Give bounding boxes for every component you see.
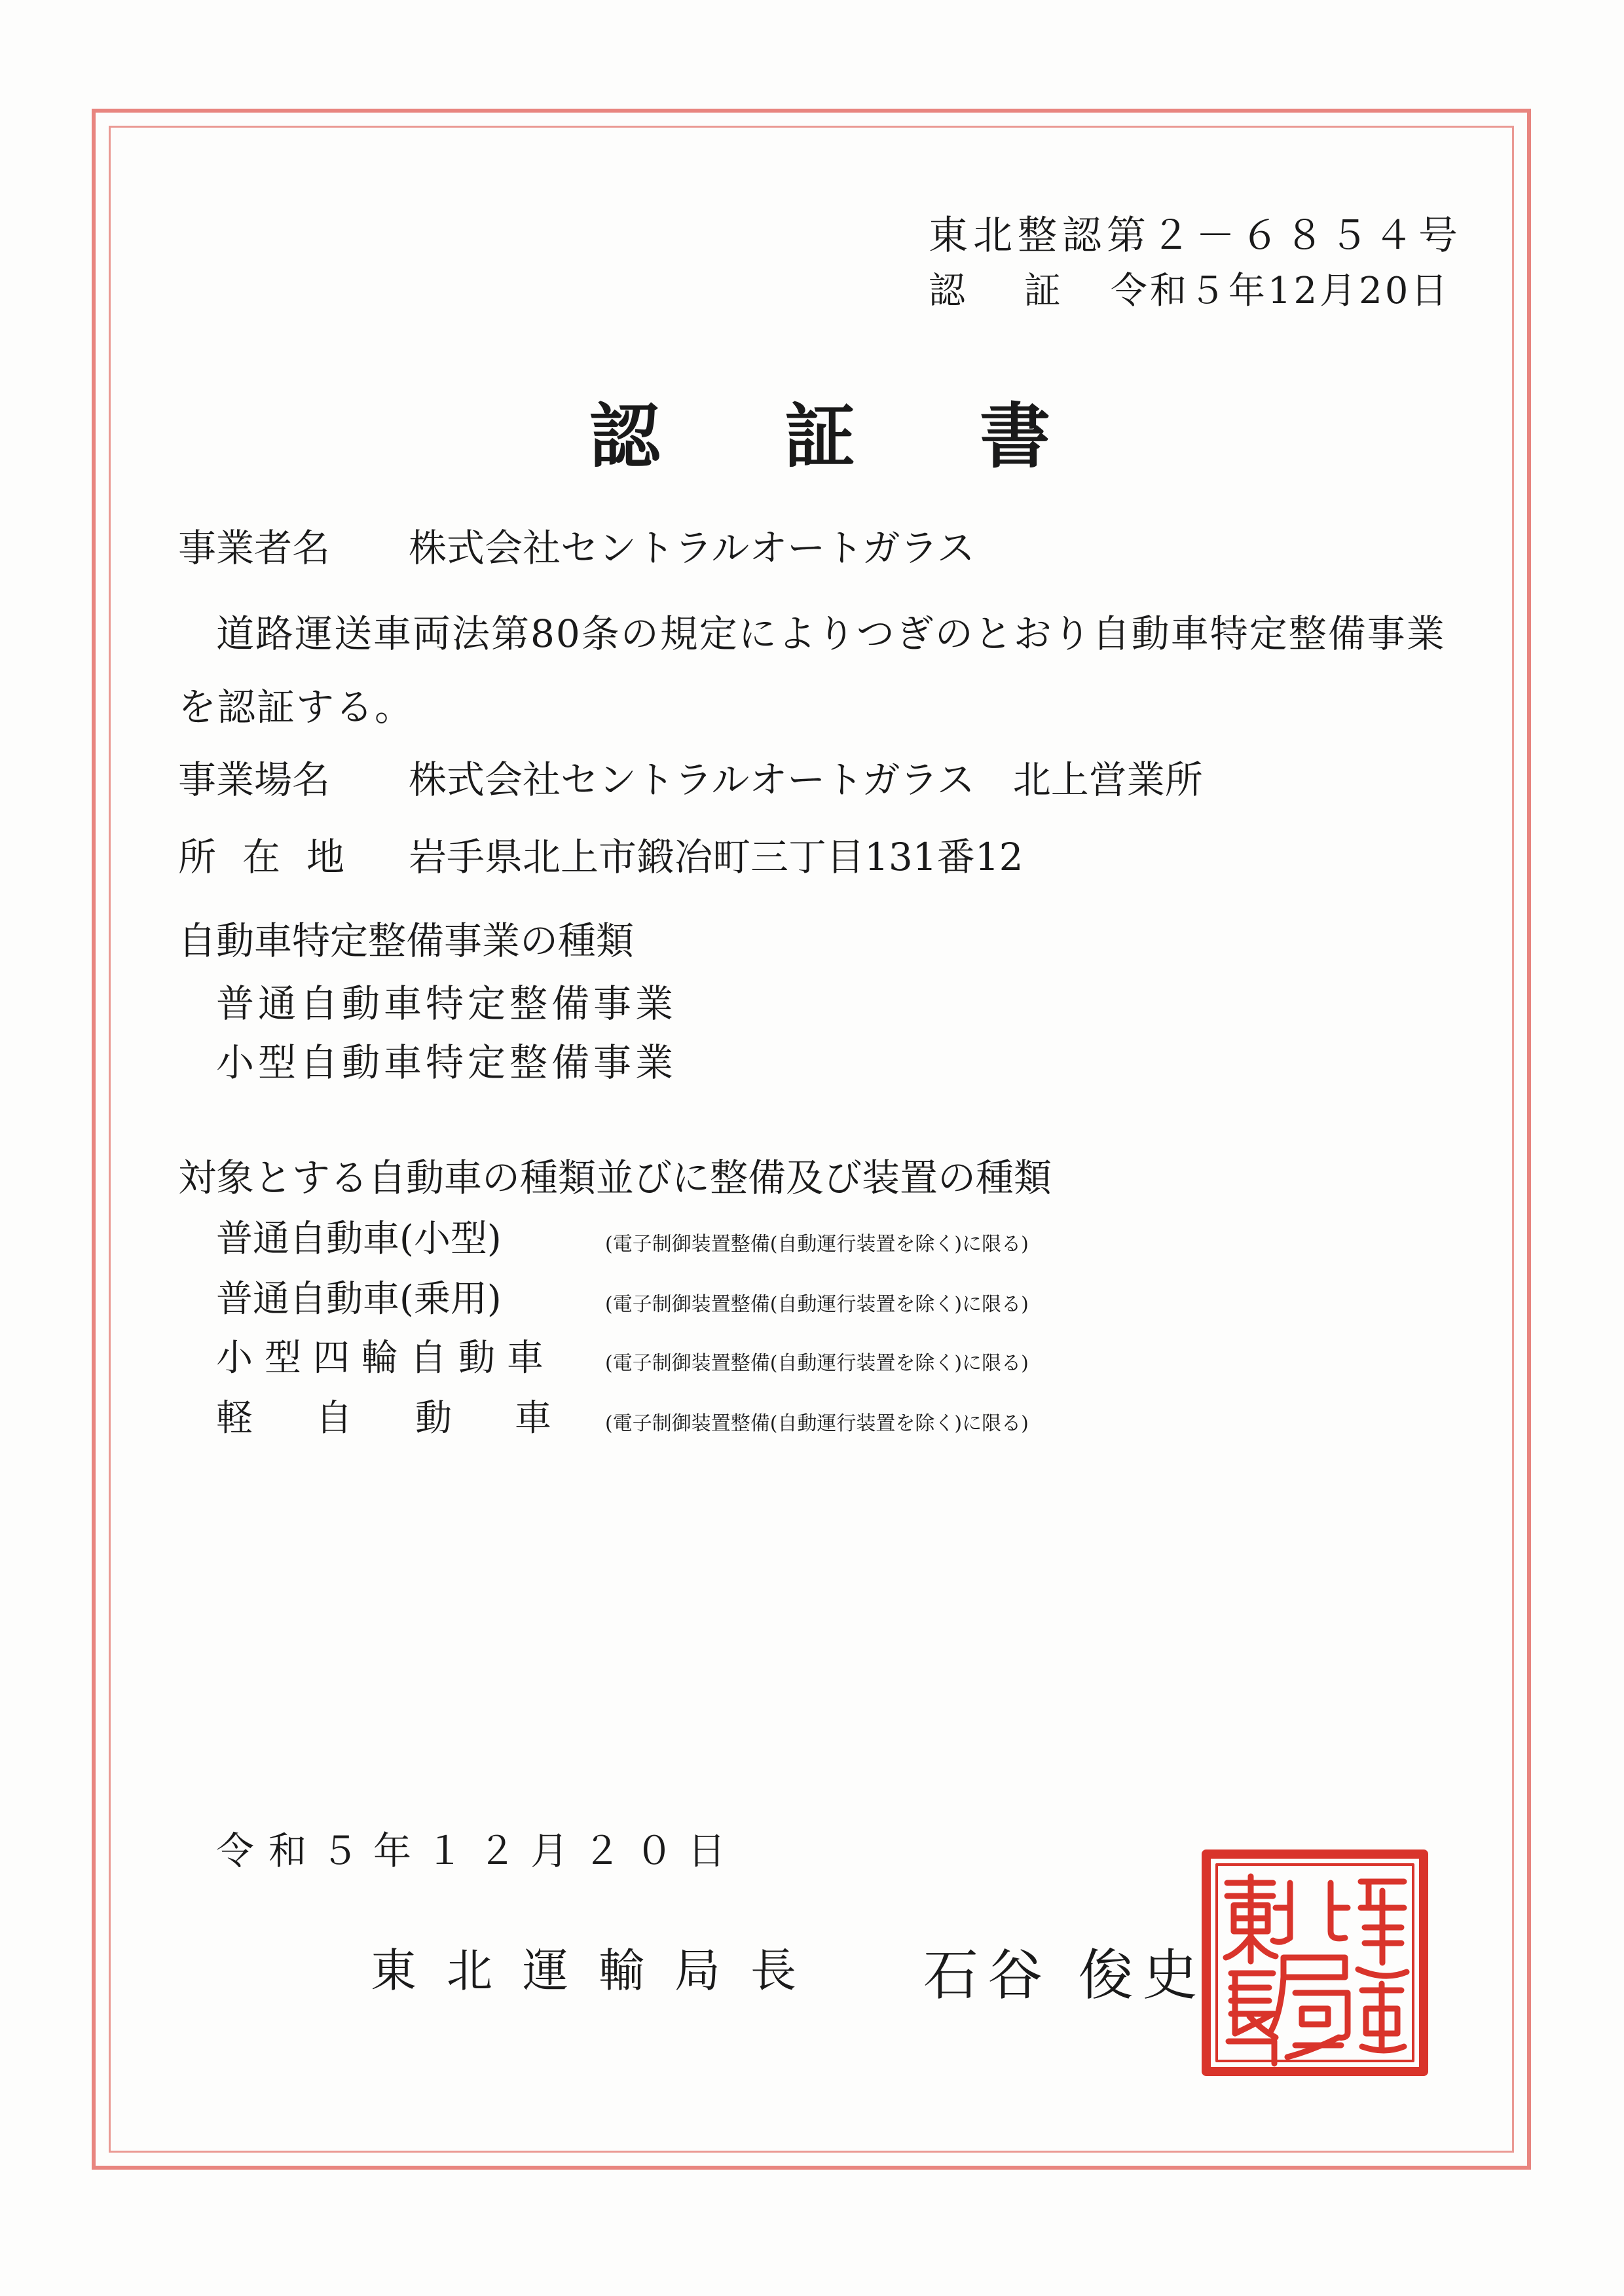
certification-statement: 道路運送車両法第80条の規定によりつぎのとおり自動車特定整備事業を認証する。 <box>178 611 1446 729</box>
address-label: 所在地 <box>178 835 371 879</box>
certification-date-value: 令和５年12月20日 <box>1110 270 1450 312</box>
target-vehicle-row <box>216 1389 1029 1442</box>
vehicle-scope-note: (電子制御装置整備(自動運行装置を除く)に限る) <box>605 1292 1029 1316</box>
issuer-name: 石谷 俊史 <box>923 1943 1207 2007</box>
issuer-title: 東北運輸局長 <box>371 1944 826 1997</box>
certification-date <box>929 262 1450 314</box>
target-vehicles-heading: 対象とする自動車の種類並びに整備及び装置の種類 <box>178 1156 1052 1200</box>
official-seal-stamp <box>1197 1845 1433 2081</box>
certificate-number: 東北整認第２－６８５４号 <box>929 213 1463 259</box>
vehicle-type: 普通自動車(小型) <box>216 1218 502 1260</box>
certification-date-label: 認 証 <box>929 270 1084 312</box>
document-title: 認証書 <box>589 395 1175 478</box>
business-kind-item: 小型自動車特定整備事業 <box>216 1040 678 1085</box>
address-row <box>178 826 1024 881</box>
business-place-row <box>178 749 1203 804</box>
vehicle-type: 普通自動車(乗用) <box>216 1278 502 1321</box>
business-kind-item: 普通自動車特定整備事業 <box>216 981 678 1026</box>
business-operator-row <box>178 517 975 572</box>
issue-date: 令和５年１２月２０日 <box>216 1829 741 1873</box>
business-kinds-heading: 自動車特定整備事業の種類 <box>178 919 635 963</box>
vehicle-scope-note: (電子制御装置整備(自動運行装置を除く)に限る) <box>605 1412 1029 1435</box>
vehicle-scope-note: (電子制御装置整備(自動運行装置を除く)に限る) <box>605 1232 1029 1256</box>
address-value: 岩手県北上市鍛冶町三丁目131番12 <box>409 835 1024 879</box>
target-vehicle-row <box>216 1210 1029 1262</box>
vehicle-scope-note: (電子制御装置整備(自動運行装置を除く)に限る) <box>605 1351 1029 1375</box>
target-vehicle-row <box>216 1270 1029 1322</box>
vehicle-type: 小型四輪自動車 <box>216 1337 555 1379</box>
business-operator-value: 株式会社セントラルオートガラス <box>409 526 975 570</box>
business-operator-label: 事業者名 <box>178 526 331 570</box>
business-place-label: 事業場名 <box>178 757 331 802</box>
target-vehicle-row <box>216 1329 1029 1381</box>
business-place-value: 株式会社セントラルオートガラス 北上営業所 <box>409 757 1203 802</box>
vehicle-type: 軽自動車 <box>216 1397 614 1440</box>
